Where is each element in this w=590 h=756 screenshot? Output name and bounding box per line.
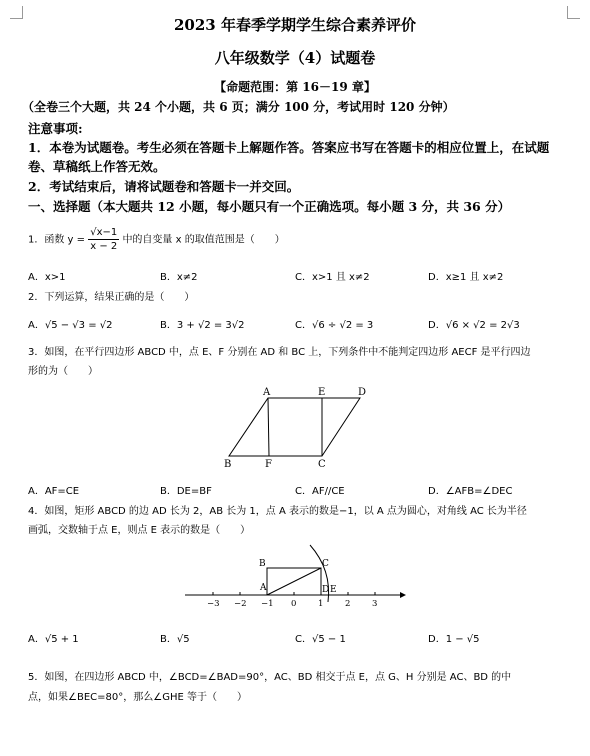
q3-option-a[interactable]: A．AF=CE [28,486,80,497]
tick-label-0: 0 [291,599,297,609]
q3-option-c[interactable]: C．AF//CE [295,486,345,497]
q4-option-a[interactable]: A．√5 + 1 [28,634,79,645]
exam-subtitle: 八年级数学（4）试题卷 [214,49,376,67]
label-b: B [259,559,266,569]
q4-option-c[interactable]: C．√5 − 1 [295,634,346,645]
q3-option-b[interactable]: B．DE=BF [160,486,212,497]
q1-option-b[interactable]: B．x≠2 [160,272,198,283]
note-1-line-1: 1．本卷为试题卷。考生必须在答题卡上解题作答。答案应书写在答题卡的相应位置上，在试题 [28,140,550,155]
q1-fraction [88,226,119,253]
q2-option-d[interactable]: D．√6 × √2 = 2√3 [428,320,520,331]
tick-label-neg2: −2 [234,599,247,609]
notes-heading: 注意事项: [28,121,83,136]
q2-option-a[interactable]: A．√5 − √3 = √2 [28,320,113,331]
number-line-arrow [400,592,406,598]
q2-option-b[interactable]: B．3 + √2 = 3√2 [160,320,245,331]
q3-option-d[interactable]: D．∠AFB=∠DEC [428,486,513,497]
q1-suffix: 中的自变量 x 的取值范围是（ ） [122,234,285,246]
label-c: C [318,459,326,470]
tick-label-neg1: −1 [261,599,274,609]
question-4-line-2: 画弧，交数轴于点 E，则点 E 表示的数是（ ） [28,525,251,536]
label-d: D [358,387,367,398]
tick-label-1: 1 [318,599,324,609]
tick-label-2: 2 [345,599,351,609]
q4-option-d[interactable]: D．1 − √5 [428,634,480,645]
q1-option-a[interactable]: A．x>1 [28,272,66,283]
q3-parallelogram-figure [215,386,375,472]
label-a: A [263,387,271,398]
question-5-line-2: 点，如果∠BEC=80°，那么∠GHE 等于（ ） [28,692,247,703]
question-3-line-1: 3．如图，在平行四边形 ABCD 中，点 E、F 分别在 AD 和 BC 上，下列条件中不能判定四边形 AECF 是平行四边 [28,347,531,358]
segment-af [268,398,269,456]
exam-scope: 【命题范围：第 16－19 章】 [214,80,376,94]
question-3-line-2: 形的为（ ） [28,366,98,377]
tick-label-neg3: −3 [207,599,220,609]
question-5-line-1: 5．如图，在四边形 ABCD 中，∠BCD=∠BAD=90°，AC、BD 相交于点 E，点 G、H 分别是 AC、BD 的中 [28,672,512,683]
question-2: 2．下列运算，结果正确的是（ ） [28,292,195,303]
note-2: 2．考试结束后，请将试题卷和答题卡一并交回。 [28,179,300,194]
q4-number-line-figure [180,540,410,612]
question-4-line-1: 4．如图，矩形 ABCD 的边 AD 长为 2，AB 长为 1，点 A 表示的数是−1，以 A 点为圆心，对角线 AC 长为半径 [28,506,527,517]
label-e: E [330,585,337,595]
label-a: A [260,583,267,593]
exam-meta: （全卷三个大题，共 24 个小题，共 6 页；满分 100 分，考试用时 120 分钟） [22,100,455,114]
q4-option-b[interactable]: B．√5 [160,634,190,645]
q1-denominator: x − 2 [90,241,118,252]
q1-prefix: 1．函数 y = [28,234,86,246]
label-b: B [224,459,232,470]
section-1-heading: 一、选择题（本大题共 12 小题，每小题只有一个正确选项。每小题 3 分，共 36 分） [28,199,511,214]
q2-option-c[interactable]: C．√6 ÷ √2 = 3 [295,320,374,331]
parallelogram-abcd [229,398,360,456]
q1-option-d[interactable]: D．x≥1 且 x≠2 [428,272,504,283]
label-f: F [265,459,272,470]
q1-option-c[interactable]: C．x>1 且 x≠2 [295,272,370,283]
diagonal-ac [267,568,321,595]
label-e: E [318,387,326,398]
label-c: C [322,559,329,569]
q1-numerator: √x−1 [90,227,118,238]
note-1-line-2: 卷、草稿纸上作答无效。 [28,159,166,174]
question-1 [28,226,285,253]
label-d: D [322,585,330,595]
tick-label-3: 3 [372,599,378,609]
exam-title: 2023 年春季学期学生综合素养评价 [174,16,416,34]
